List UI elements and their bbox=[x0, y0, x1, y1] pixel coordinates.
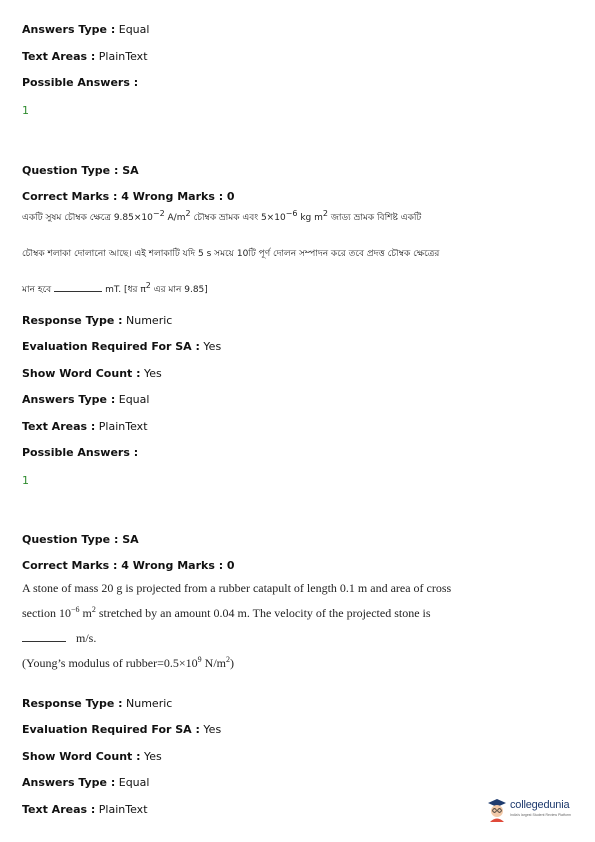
text-segment: section 10 bbox=[22, 606, 71, 620]
text-areas-label: Text Areas : bbox=[22, 50, 96, 63]
text-areas-label: Text Areas : bbox=[22, 420, 96, 433]
text-segment: N/m bbox=[201, 656, 226, 670]
evaluation-value: Yes bbox=[203, 723, 222, 736]
text-segment: ) bbox=[230, 656, 234, 670]
text-areas-value: PlainText bbox=[98, 420, 148, 433]
superscript: 9 bbox=[197, 655, 202, 664]
answers-type-value: Equal bbox=[118, 23, 150, 36]
logo-tagline: India's largest Student Review Platform bbox=[510, 813, 571, 817]
logo-wordmark: collegedunia bbox=[510, 799, 570, 811]
text-areas-label: Text Areas : bbox=[22, 803, 96, 816]
evaluation-row bbox=[22, 723, 221, 737]
marks-info: Correct Marks : 4 Wrong Marks : 0 bbox=[22, 190, 235, 203]
text-segment: m bbox=[79, 606, 92, 620]
possible-answers-label: Possible Answers : bbox=[22, 76, 139, 89]
text-segment: এর মান 9.85] bbox=[150, 285, 208, 295]
text-segment: stretched by an amount 0.04 m. The velocity of the projected stone is bbox=[95, 606, 431, 620]
superscript: −6 bbox=[71, 605, 80, 614]
evaluation-label: Evaluation Required For SA : bbox=[22, 723, 200, 736]
text-segment: A/m bbox=[164, 213, 186, 223]
word-count-row bbox=[22, 750, 162, 764]
answers-type-row bbox=[22, 23, 149, 37]
superscript: 2 bbox=[91, 605, 96, 614]
possible-answers-label: Possible Answers : bbox=[22, 446, 139, 459]
answers-type-value: Equal bbox=[118, 776, 150, 789]
response-type-row bbox=[22, 697, 172, 711]
response-type-label: Response Type : bbox=[22, 697, 123, 710]
superscript: 2 bbox=[322, 209, 328, 218]
answers-type-label: Answers Type : bbox=[22, 23, 116, 36]
answers-type-row bbox=[22, 393, 149, 407]
answers-type-label: Answers Type : bbox=[22, 393, 116, 406]
question-text bbox=[22, 206, 462, 303]
question-line bbox=[22, 651, 462, 676]
response-type-value: Numeric bbox=[126, 697, 173, 710]
question-line bbox=[22, 206, 462, 231]
question-text bbox=[22, 576, 462, 676]
question-line bbox=[22, 626, 462, 651]
superscript: 2 bbox=[185, 209, 191, 218]
question-type: Question Type : SA bbox=[22, 164, 139, 177]
answers-type-label: Answers Type : bbox=[22, 776, 116, 789]
possible-answer-value: 1 bbox=[22, 104, 29, 117]
text-segment: mT. [ধর π bbox=[105, 285, 146, 295]
question-line bbox=[22, 278, 462, 303]
evaluation-value: Yes bbox=[203, 340, 222, 353]
superscript: 2 bbox=[226, 655, 230, 664]
text-segment: m/s. bbox=[76, 631, 97, 645]
question-line bbox=[22, 601, 462, 626]
word-count-label: Show Word Count : bbox=[22, 367, 141, 380]
word-count-value: Yes bbox=[144, 750, 162, 763]
answers-type-row bbox=[22, 776, 149, 790]
text-segment: মান হবে bbox=[22, 285, 52, 295]
text-segment: (Young’s modulus of rubber=0.5×10 bbox=[22, 656, 198, 670]
text-segment: চৌম্বক ভ্রামক এবং 5×10 bbox=[190, 213, 286, 223]
superscript: −2 bbox=[152, 209, 165, 218]
evaluation-label: Evaluation Required For SA : bbox=[22, 340, 200, 353]
text-segment: kg m bbox=[297, 213, 323, 223]
text-areas-value: PlainText bbox=[98, 803, 148, 816]
text-segment: জাড্য ভ্রামক বিশিষ্ট একটি bbox=[327, 213, 422, 223]
marks-info: Correct Marks : 4 Wrong Marks : 0 bbox=[22, 559, 235, 572]
question-type: Question Type : SA bbox=[22, 533, 139, 546]
word-count-row bbox=[22, 367, 162, 381]
response-type-row bbox=[22, 314, 172, 328]
collegedunia-logo bbox=[486, 796, 586, 826]
text-areas-row bbox=[22, 420, 148, 434]
response-type-value: Numeric bbox=[126, 314, 173, 327]
text-segment: একটি সুষম চৌম্বক ক্ষেত্রে 9.85×10 bbox=[22, 213, 153, 223]
question-line: A stone of mass 20 g is projected from a rubber catapult of length 0.1 m and area of cross bbox=[22, 581, 452, 595]
evaluation-row bbox=[22, 340, 221, 354]
word-count-label: Show Word Count : bbox=[22, 750, 141, 763]
answer-blank bbox=[54, 281, 102, 292]
word-count-value: Yes bbox=[144, 367, 162, 380]
possible-answer-value: 1 bbox=[22, 474, 29, 487]
superscript: 2 bbox=[145, 281, 151, 290]
mascot-icon bbox=[486, 796, 508, 822]
text-areas-value: PlainText bbox=[98, 50, 148, 63]
superscript: −6 bbox=[285, 209, 298, 218]
text-areas-row bbox=[22, 50, 148, 64]
question-line: চৌম্বক শলাকা দোলানো আছে। এই শলাকাটি যদি 5 s সময়ে 10টি পূর্ণ দোলন সম্পাদন করে তবে প্রদত্ত চৌম্বক ক্ষেত্রের bbox=[22, 249, 440, 259]
response-type-label: Response Type : bbox=[22, 314, 123, 327]
answer-blank bbox=[22, 631, 66, 642]
answers-type-value: Equal bbox=[118, 393, 150, 406]
text-areas-row bbox=[22, 803, 148, 817]
